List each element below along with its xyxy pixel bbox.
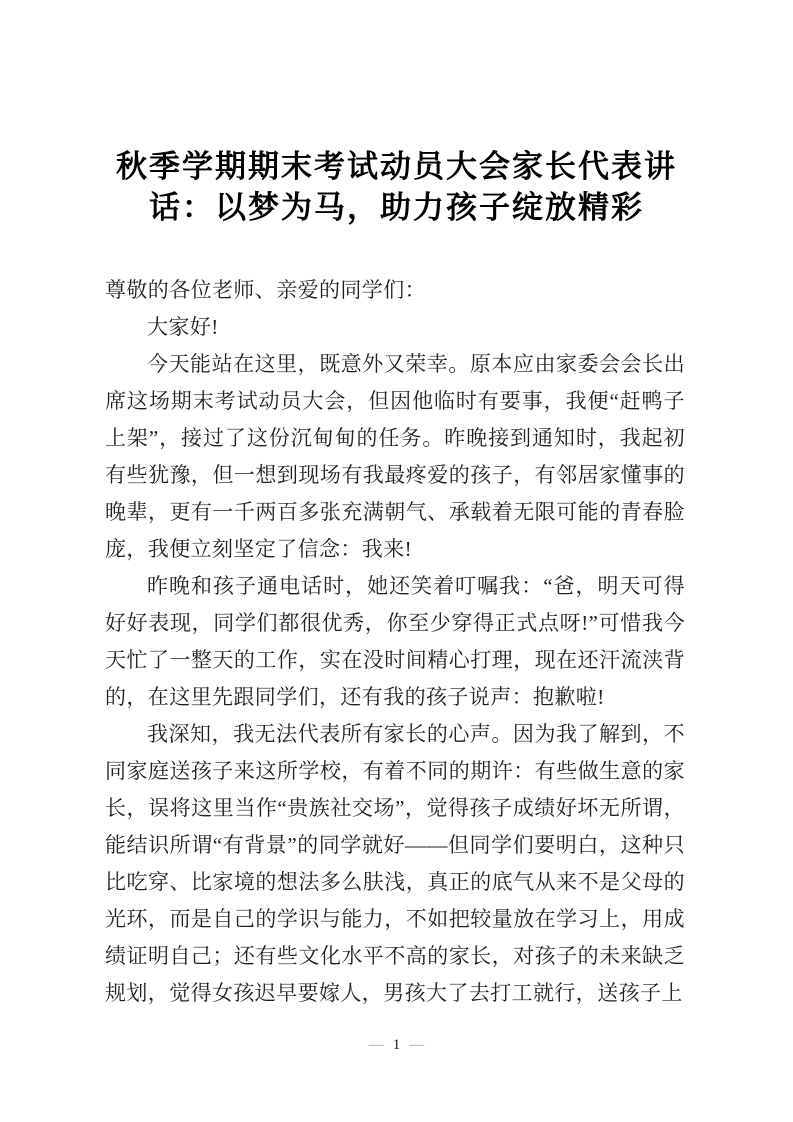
salutation-line: 尊敬的各位老师、亲爱的同学们： (105, 278, 426, 302)
footer-right-dash: — (409, 1037, 425, 1053)
page-footer (0, 1034, 793, 1056)
title-line-2: 话：以梦为马，助力孩子绽放精彩 (149, 190, 644, 225)
body-paragraph-3: 我深知，我无法代表所有家长的心声。因为我了解到，不同家庭送孩子来这所学校，有着不同的期许：有些做生意的家长，误将这里当作“贵族社交场”，觉得孩子成绩好坏无所谓，能结识所谓“有背景”的同学就好——但同学们要明白，这种只比吃穿、比家境的想法多么肤浅，真正的底气从来不是父母的光环，而是自己的学识与能力，不如把较量放在学习上，用成绩证明自己；还有些文化水平不高的家长，对孩子的未来缺乏规划，觉得女孩迟早要嫁人，男孩大了去打工就行，送孩子上 (105, 722, 685, 1005)
document-body (105, 272, 685, 1012)
footer-left-dash: — (368, 1037, 384, 1053)
document-title (0, 146, 793, 228)
title-line-1: 秋季学期期末考试动员大会家长代表讲 (116, 149, 677, 184)
body-paragraph-1: 今天能站在这里，既意外又荣幸。原本应由家委会会长出席这场期末考试动员大会，但因他临时有要事，我便“赶鸭子上架”，接过了这份沉甸甸的任务。昨晚接到通知时，我起初有些犹豫，但一想到现场有我最疼爱的孩子，有邻居家懂事的晚辈，更有一千两百多张充满朝气、承载着无限可能的青春脸庞，我便立刻坚定了信念：我来! (105, 352, 685, 561)
page-number: 1 (392, 1037, 401, 1053)
body-paragraph-2: 昨晚和孩子通电话时，她还笑着叮嘱我：“爸，明天可得好好表现，同学们都很优秀，你至少穿得正式点呀!”可惜我今天忙了一整天的工作，实在没时间精心打理，现在还汗流浃背的，在这里先跟同学们，还有我的孩子说声：抱歉啦! (105, 574, 685, 709)
greeting-paragraph: 大家好! (147, 315, 219, 339)
